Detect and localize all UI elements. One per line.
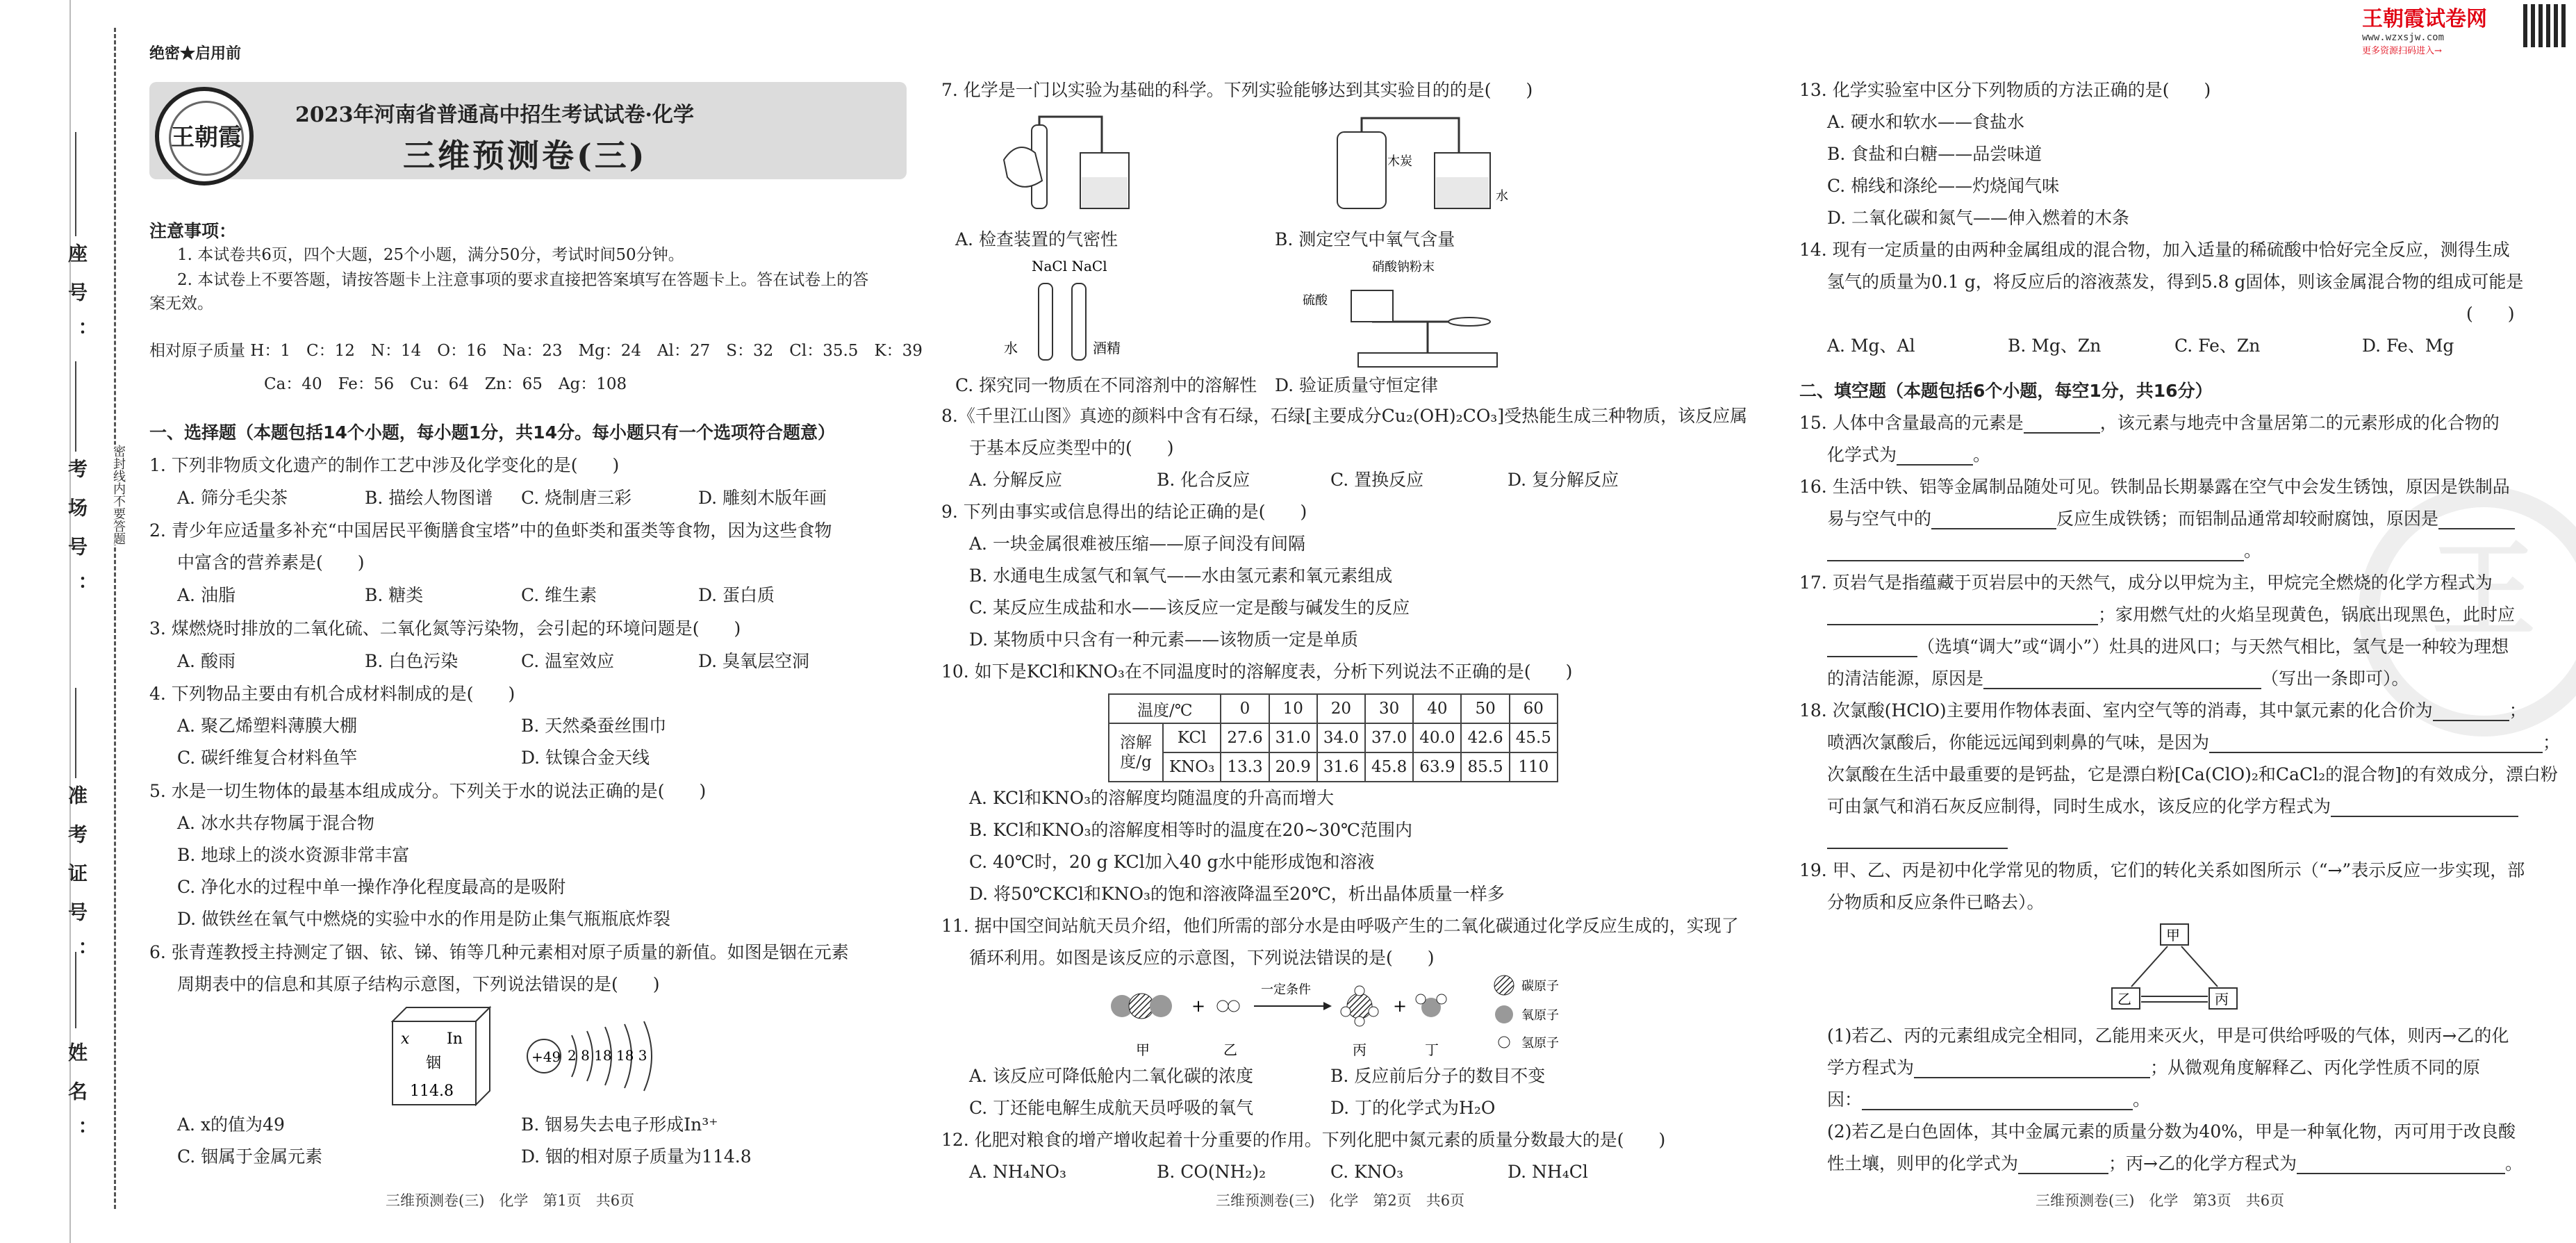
table-cell: 31.6 (1317, 752, 1365, 782)
seat-line (75, 132, 76, 236)
cell-mass: 114.8 (410, 1083, 454, 1100)
q8-option-c[interactable]: C. 置换反应 (1330, 470, 1424, 490)
seat-label: 座号： (65, 243, 88, 360)
node-yi: 乙 (2117, 991, 2131, 1007)
q11-stem: 11. 据中国空间站航天员介绍，他们所需的部分水是由呼吸产生的二氧化碳通过化学反应生成的，实现了 (941, 916, 1739, 936)
section-2-heading: 二、填空题（本题包括6个小题，每空1分，共16分） (1799, 381, 2213, 401)
q17-line3 (1827, 636, 2509, 657)
q9-option-a[interactable]: A. 一块金属很难被压缩——原子间没有间隔 (969, 534, 1305, 554)
q17-line4 (1827, 668, 2409, 689)
bing-h2 (1341, 1007, 1351, 1016)
cell-top (393, 1007, 490, 1021)
cell-symbol: In (447, 1030, 463, 1048)
table-cell-kcl: KCl (1163, 723, 1221, 752)
label-bing: 丙 (1353, 1042, 1367, 1058)
watermark-seal: 王 (2359, 486, 2576, 736)
exam-room-line (75, 361, 76, 452)
q5-option-a[interactable]: A. 冰水共存物属于混合物 (177, 813, 374, 833)
page-1-footer: 三维预测卷(三) 化学 第1页 共6页 (386, 1192, 635, 1209)
table-row (1109, 694, 1558, 723)
table-cell: 45.5 (1510, 723, 1558, 752)
table-cell: 13.3 (1221, 752, 1269, 782)
table-cell: 42.6 (1461, 723, 1509, 752)
q19-2-text-d: 。 (2504, 1153, 2523, 1174)
q18-text: 18. 次氯酸(HClO)主要用作物体表面、室内空气等的消毒，其中氯元素的化合价为 (1799, 700, 2433, 721)
q5-option-d[interactable]: D. 做铁丝在氧气中燃烧的实验中水的作用是防止集气瓶瓶底炸裂 (177, 909, 671, 929)
q7-option-c[interactable]: C. 探究同一物质在不同溶剂中的溶解性 (955, 375, 1257, 395)
q17-text-d: 的清洁能源，原因是 (1827, 668, 1984, 689)
arrow-jia-yi (2131, 946, 2168, 987)
brand-note: 更多资源扫码进入→ (2362, 46, 2442, 56)
q1-option-c[interactable]: C. 烧制唐三彩 (521, 488, 632, 508)
legend-hydrogen: 氢原子 (1521, 1036, 1559, 1051)
yi-h2 (1228, 1001, 1239, 1012)
q12-option-a[interactable]: A. NH₄NO₃ (969, 1162, 1067, 1182)
q15-text-c: 化学式为 (1827, 445, 1897, 465)
q7-option-d[interactable]: D. 验证质量守恒定律 (1275, 375, 1439, 395)
q19-2-text-c: ；丙→乙的化学方程式为 (2108, 1153, 2297, 1174)
q8-option-b[interactable]: B. 化合反应 (1157, 470, 1250, 490)
label-jia: 甲 (1136, 1042, 1150, 1058)
tube-c2 (1072, 283, 1086, 360)
solvent-alcohol: 酒精 (1093, 340, 1121, 356)
node-jia: 甲 (2166, 927, 2180, 944)
legend-oxygen: 氧原子 (1521, 1008, 1559, 1023)
cell-number: x (401, 1030, 410, 1048)
q6-option-c[interactable]: C. 铟属于金属元素 (177, 1146, 323, 1167)
q17-blank-3[interactable] (1983, 670, 2261, 689)
q18-text-c: 喷洒次氯酸后，你能远远闻到刺鼻的气味，是因为 (1827, 732, 2210, 752)
cell-side (476, 1007, 490, 1105)
q5-stem: 5. 水是一切生物体的最基本组成成分。下列关于水的说法正确的是( ) (149, 781, 707, 801)
yi-h1 (1217, 1001, 1228, 1012)
table-cell: 34.0 (1317, 723, 1365, 752)
q7-figure-a (983, 111, 1143, 222)
label-ding: 丁 (1425, 1042, 1439, 1058)
brand-url: www.wzxsjw.com (2362, 32, 2445, 43)
solubility-table (1108, 693, 1558, 782)
q16-text-d: 。 (2244, 541, 2262, 561)
q2-option-a[interactable]: A. 油脂 (177, 585, 236, 605)
q14-option-d[interactable]: D. Fe、Mg (2362, 336, 2454, 356)
table-cell: 110 (1510, 752, 1558, 782)
table-cell: 0 (1221, 694, 1269, 723)
q4-option-a[interactable]: A. 聚乙烯塑料薄膜大棚 (177, 716, 357, 736)
reaction-beaker (1351, 290, 1393, 322)
atomic-mass-1: 相对原子质量 H：1 C：12 N：14 O：16 Na：23 Mg：24 Al：27 S：32 Cl：35.5 K：39 (149, 342, 923, 360)
charcoal-label: 木炭 (1387, 154, 1412, 169)
bing-c (1347, 994, 1372, 1019)
beaker-b-water (1436, 177, 1489, 208)
tube-c1 (1039, 283, 1052, 360)
arrow-head (1323, 1002, 1332, 1010)
q10-option-b[interactable]: B. KCl和KNO₃的溶解度相等时的温度在20~30℃范围内 (969, 820, 1413, 840)
bing-h3 (1369, 1007, 1378, 1016)
seal-warning: 密封线内不要答题 (104, 445, 125, 545)
section-1-heading: 一、选择题（本题包括14个小题，每小题1分，共14分。每小题只有一个选项符合题意） (149, 422, 835, 443)
q8-stem-b: 于基本反应类型中的( ) (969, 438, 1174, 458)
q11-option-b[interactable]: B. 反应前后分子的数目不变 (1330, 1066, 1546, 1086)
q6-option-b[interactable]: B. 铟易失去电子形成In³⁺ (521, 1114, 718, 1135)
q6-figure (386, 1002, 733, 1106)
node-bing: 丙 (2215, 991, 2229, 1007)
q11-option-c[interactable]: C. 丁还能电解生成航天员呼吸的氧气 (969, 1098, 1254, 1118)
q16-stem: 16. 生活中铁、铝等金属制品随处可见。铁制品长期暴露在空气中会发生锈蚀，原因是铁制品 (1799, 477, 2510, 497)
q19-1-line2 (1827, 1057, 2480, 1078)
notice-2: 2. 本试卷上不要答题，请按答题卡上注意事项的要求直接把答案填写在答题卡上。答在试卷上的答 (177, 271, 869, 289)
table-cell: 20.9 (1269, 752, 1317, 782)
q19-stem: 19. 甲、乙、丙是初中化学常见的物质，它们的转化关系如图所示（“→”表示反应一步实现，部 (1799, 860, 2525, 880)
q5-option-c[interactable]: C. 净化水的过程中单一操作净化程度最高的是吸附 (177, 877, 566, 897)
reaction-condition: 一定条件 (1261, 982, 1311, 997)
secret-mark: 绝密★启用前 (149, 44, 242, 63)
q18-blank-1[interactable] (2433, 702, 2509, 721)
admission-line (75, 688, 76, 778)
q18-text-f: 可由氯气和消石灰反应制得，同时生成水，该反应的化学方程式为 (1827, 796, 2331, 816)
q4-option-b[interactable]: B. 天然桑蚕丝围巾 (521, 716, 667, 736)
nucleus-charge: +49 (531, 1048, 561, 1065)
notice-1: 1. 本试卷共6页，四个大题，25个小题，满分50分，考试时间50分钟。 (177, 246, 684, 264)
q15-line1 (1799, 413, 2500, 434)
ding-h2 (1437, 994, 1446, 1004)
q10-option-d[interactable]: D. 将50℃KCl和KNO₃的饱和溶液降温至20℃，析出晶体质量一样多 (969, 884, 1505, 904)
q14-option-a[interactable]: A. Mg、Al (1827, 336, 1915, 356)
q6-stem: 6. 张青莲教授主持测定了铟、铱、锑、铕等几种元素相对原子质量的新值。如图是铟在元素 (149, 942, 849, 962)
notice-2b: 案无效。 (149, 295, 213, 313)
table-cell: 40 (1413, 694, 1461, 723)
q15-blank-2[interactable] (1897, 446, 1973, 466)
plus-1: + (1191, 996, 1206, 1016)
q1-stem: 1. 下列非物质文化遗产的制作工艺中涉及化学变化的是( ) (149, 455, 620, 475)
exam-subtitle: 三维预测卷(三) (403, 137, 647, 174)
q3-option-d[interactable]: D. 臭氧层空洞 (698, 651, 810, 671)
q19-2-stem: (2)若乙是白色固体，其中金属元素的质量分数为40%，甲是一种氧化物，丙可用于改良酸 (1827, 1121, 2516, 1142)
q19-1-text-d: 因： (1827, 1089, 1863, 1110)
q5-option-b[interactable]: B. 地球上的淡水资源非常丰富 (177, 845, 410, 865)
page-3-footer: 三维预测卷(三) 化学 第3页 共6页 (2036, 1192, 2285, 1209)
q12-stem: 12. 化肥对粮食的增产增收起着十分重要的作用。下列化肥中氮元素的质量分数最大的是( ) (941, 1130, 1666, 1150)
q19-2-line2 (1827, 1153, 2523, 1174)
q18-blank-3[interactable] (2331, 798, 2518, 817)
q10-option-a[interactable]: A. KCl和KNO₃的溶解度均随温度的升高而增大 (969, 788, 1335, 808)
q2-option-b[interactable]: B. 糖类 (365, 585, 424, 605)
q7-figure-d (1303, 256, 1525, 374)
table-cell: 85.5 (1461, 752, 1509, 782)
nacl-labels: NaCl NaCl (1032, 258, 1107, 274)
q2-stem-b: 中富含的营养素是( ) (177, 552, 365, 573)
label-yi: 乙 (1223, 1042, 1237, 1058)
q2-stem: 2. 青少年应适量多补充“中国居民平衡膳食宝塔”中的鱼虾类和蛋类等食物，因为这些食物 (149, 520, 832, 541)
q18-text-d: ； (2543, 732, 2561, 752)
exam-title: 2023年河南省普通高中招生考试试卷·化学 (295, 103, 694, 127)
plus-2: + (1393, 996, 1407, 1016)
q12-option-d[interactable]: D. NH₄Cl (1508, 1162, 1588, 1182)
q11-stem-b: 循环利用。如图是该反应的示意图，下列说法错误的是( ) (969, 948, 1435, 968)
q11-option-d[interactable]: D. 丁的化学式为H₂O (1330, 1098, 1496, 1118)
weight-pan (1448, 318, 1490, 326)
table-cell: 63.9 (1413, 752, 1461, 782)
q12-option-c[interactable]: C. KNO₃ (1330, 1162, 1404, 1182)
q13-option-c[interactable]: C. 棉线和涤纶——灼烧闻气味 (1827, 176, 2060, 196)
powder-label: 硝酸钠粉末 (1372, 260, 1435, 274)
q9-option-d[interactable]: D. 某物质中只含有一种元素——该物质一定是单质 (969, 629, 1359, 650)
gas-bottle (1337, 132, 1386, 208)
q7-option-b[interactable]: B. 测定空气中氧气含量 (1275, 229, 1455, 249)
q16-blank-1[interactable] (1931, 510, 2056, 529)
q4-stem: 4. 下列物品主要由有机合成材料制成的是( ) (149, 684, 515, 704)
exam-room-label: 考场号： (65, 459, 88, 614)
q13-option-b[interactable]: B. 食盐和白糖——品尝味道 (1827, 144, 2042, 164)
table-cell: 20 (1317, 694, 1365, 723)
table-cell: 30 (1365, 694, 1413, 723)
q17-text-c: （选填“调大”或“调小”）灶具的进风口；与天然气相比，氢气是一种较为理想 (1917, 636, 2509, 657)
q7-figure-c (983, 256, 1143, 374)
q15-line2 (1827, 445, 1990, 466)
table-cell-kno3: KNO₃ (1163, 752, 1221, 782)
q14-paren: ( ) (2466, 304, 2515, 324)
q16-text-c: 反应生成铁锈；而铝制品通常却较耐腐蚀，原因是 (2056, 509, 2439, 529)
q3-option-b[interactable]: B. 白色污染 (365, 651, 459, 671)
q6-option-a[interactable]: A. x的值为49 (177, 1114, 285, 1135)
logo-text: 王朝霞 (169, 101, 244, 176)
q19-relation-diagram (2105, 919, 2244, 1016)
legend-carbon: 碳原子 (1521, 979, 1559, 994)
q19-1-text-b: 学方程式为 (1827, 1057, 1915, 1078)
q9-stem: 9. 下列由事实或信息得出的结论正确的是( ) (941, 502, 1307, 522)
beaker-water (1082, 177, 1128, 208)
q18-blank-2[interactable] (2209, 734, 2543, 753)
q19-1-line3 (1827, 1089, 2150, 1110)
q3-stem: 3. 煤燃烧时排放的二氧化硫、二氧化氮等污染物，会引起的环境问题是( ) (149, 618, 741, 639)
table-cell: 60 (1510, 694, 1558, 723)
q15-text-b: ，该元素与地壳中含量居第二的元素形成的化合物的 (2099, 413, 2500, 433)
page-3 (1799, 0, 2561, 1243)
q8-option-a[interactable]: A. 分解反应 (969, 470, 1062, 490)
q18-line1 (1799, 700, 2527, 721)
q13-option-d[interactable]: D. 二氧化碳和氮气——伸入燃着的木条 (1827, 208, 2130, 228)
q8-stem: 8.《千里江山图》真迹的颜料中含有石绿，石绿[主要成分Cu₂(OH)₂CO₃]受热能生成三种物质，该反应属 (941, 406, 1748, 426)
q18-line4 (1827, 796, 2518, 817)
acid-label: 硫酸 (1303, 293, 1328, 308)
q10-stem: 10. 如下是KCl和KNO₃在不同温度时的溶解度表，分析下列说法不正确的是( ) (941, 661, 1573, 682)
q14-option-b[interactable]: B. Mg、Zn (2008, 336, 2102, 356)
atomic-mass-2: Ca：40 Fe：56 Cu：64 Zn：65 Ag：108 (264, 375, 627, 393)
q1-option-d[interactable]: D. 雕刻木版年画 (698, 488, 827, 508)
q4-option-c[interactable]: C. 碳纤维复合材料鱼竿 (177, 748, 358, 768)
q19-stem-b: 分物质和反应条件已略去）。 (1827, 892, 2045, 912)
q18-text-b: ； (2509, 700, 2527, 721)
balance-base (1358, 353, 1497, 367)
table-cell: 40.0 (1413, 723, 1461, 752)
logo (155, 87, 254, 186)
table-cell: 50 (1461, 694, 1509, 723)
q19-2-blank-1[interactable] (2018, 1155, 2108, 1174)
q17-text-e: （写出一条即可）。 (2261, 668, 2409, 689)
table-row (1109, 723, 1558, 752)
q16-blank-3[interactable] (1827, 542, 2244, 561)
q16-blank-2[interactable] (2438, 510, 2515, 529)
q9-option-c[interactable]: C. 某反应生成盐和水——该反应一定是酸与碱发生的反应 (969, 598, 1410, 618)
q1-option-b[interactable]: B. 描绘人物图谱 (365, 488, 493, 508)
solvent-water: 水 (1004, 340, 1018, 356)
q19-1-text-c: ；从微观角度解释乙、丙化学性质不同的原 (2150, 1057, 2481, 1078)
q3-option-a[interactable]: A. 酸雨 (177, 651, 236, 671)
name-label: 姓名： (65, 1042, 88, 1159)
q17-blank-1[interactable] (1827, 606, 2098, 625)
q13-option-a[interactable]: A. 硬水和软水——食盐水 (1827, 112, 2024, 132)
seal-dashed-line (114, 28, 116, 1209)
q13-stem: 13. 化学实验室中区分下列物质的方法正确的是( ) (1799, 80, 2211, 100)
q19-1-stem: (1)若乙、丙的元素组成完全相同，乙能用来灭火，甲是可供给呼吸的气体，则丙→乙的化 (1827, 1026, 2509, 1046)
table-cell: 31.0 (1269, 723, 1317, 752)
q17-text-b: ；家用燃气灶的火焰呈现黄色，锅底出现黑色，此时应 (2098, 604, 2516, 625)
q7-stem: 7. 化学是一门以实验为基础的科学。下列实验能够达到其实验目的的是( ) (941, 80, 1533, 100)
q18-blank-4[interactable] (1827, 830, 2008, 849)
binding-margin (0, 0, 146, 1243)
q7-option-a[interactable]: A. 检查装置的气密性 (955, 229, 1118, 249)
table-cell: 27.6 (1221, 723, 1269, 752)
table-header-temp: 温度/℃ (1109, 694, 1221, 723)
admission-label: 准考证号： (65, 785, 88, 980)
q15-blank-1[interactable] (2024, 414, 2100, 434)
q17-line2 (1827, 604, 2515, 625)
legend-hydrogen-icon (1498, 1037, 1510, 1048)
q18-line2 (1827, 732, 2560, 753)
q14-stem: 14. 现有一定质量的由两种金属组成的混合物，加入适量的稀硫酸中恰好完全反应，测得生成 (1799, 240, 2510, 260)
q17-stem: 17. 页岩气是指蕴藏于页岩层中的天然气，成分以甲烷为主，甲烷完全燃烧的化学方程式为 (1799, 573, 2493, 593)
q3-option-c[interactable]: C. 温室效应 (521, 651, 615, 671)
arrow-jia-bing (2181, 946, 2218, 987)
table-cell: 45.8 (1365, 752, 1413, 782)
water-label: 水 (1496, 189, 1508, 204)
q15-text-d: 。 (1973, 445, 1991, 465)
q9-option-b[interactable]: B. 水通电生成氢气和氧气——水由氢元素和氧元素组成 (969, 566, 1393, 586)
q16-line3 (1827, 541, 2261, 561)
cell-element-name: 铟 (426, 1055, 442, 1072)
page-2 (941, 0, 1748, 1243)
page-2-footer: 三维预测卷(三) 化学 第2页 共6页 (1216, 1192, 1465, 1209)
table-cell: 37.0 (1365, 723, 1413, 752)
page-1 (149, 0, 923, 1243)
q6-stem-b: 周期表中的信息和其原子结构示意图，下列说法错误的是( ) (177, 974, 660, 994)
q11-option-a[interactable]: A. 该反应可降低舱内二氧化碳的浓度 (969, 1066, 1253, 1086)
q18-line3: 次氯酸在生活中最重要的是钙盐，它是漂白粉[Ca(ClO)₂和CaCl₂的混合物]的有效成分，漂白粉 (1827, 764, 2558, 784)
legend-oxygen-icon (1495, 1005, 1513, 1023)
bing-h1 (1355, 986, 1364, 996)
q14-stem-b: 氢气的质量为0.1 g，将反应后的溶液蒸发，得到5.8 g固体，则该金属混合物的组成可能是 (1827, 272, 2524, 292)
notice-heading: 注意事项： (149, 221, 237, 241)
q16-text-b: 易与空气中的 (1827, 509, 1932, 529)
q14-option-c[interactable]: C. Fe、Zn (2174, 336, 2261, 356)
q6-option-d[interactable]: D. 铟的相对原子质量为114.8 (521, 1146, 752, 1167)
q11-reaction-figure (1101, 973, 1629, 1063)
legend-carbon-icon (1494, 976, 1514, 995)
name-line (75, 952, 76, 1028)
q19-1-blank-2[interactable] (1862, 1091, 2133, 1110)
q19-2-text-b: 性土壤，则甲的化学式为 (1827, 1153, 2019, 1174)
electron-counts: 2 8 18 18 3 (568, 1047, 647, 1064)
table-row (1109, 752, 1558, 782)
q2-option-c[interactable]: C. 维生素 (521, 585, 597, 605)
q8-option-d[interactable]: D. 复分解反应 (1508, 470, 1619, 490)
table-row-label: 溶解度/g (1109, 723, 1163, 782)
q1-option-a[interactable]: A. 筛分毛尖茶 (177, 488, 288, 508)
q16-line2 (1827, 509, 2515, 529)
q19-2-blank-2[interactable] (2297, 1155, 2505, 1174)
ding-h1 (1416, 994, 1426, 1004)
q17-blank-2[interactable] (1827, 638, 1917, 657)
q4-option-d[interactable]: D. 钛镍合金天线 (521, 748, 650, 768)
q19-1-text-e: 。 (2133, 1089, 2151, 1110)
jia-o-right (1150, 995, 1172, 1017)
table-cell: 10 (1269, 694, 1317, 723)
q2-option-d[interactable]: D. 蛋白质 (698, 585, 775, 605)
bing-h4 (1355, 1016, 1364, 1026)
q18-line5 (1827, 828, 2008, 849)
q10-option-c[interactable]: C. 40℃时，20 g KCl加入40 g水中能形成饱和溶液 (969, 852, 1375, 872)
q19-1-blank-1[interactable] (1914, 1059, 2150, 1078)
q12-option-b[interactable]: B. CO(NH₂)₂ (1157, 1162, 1266, 1182)
q7-figure-b (1330, 111, 1539, 222)
q15-text: 15. 人体中含量最高的元素是 (1799, 413, 2024, 433)
brand-name: 王朝霞试卷网 (2362, 7, 2487, 31)
